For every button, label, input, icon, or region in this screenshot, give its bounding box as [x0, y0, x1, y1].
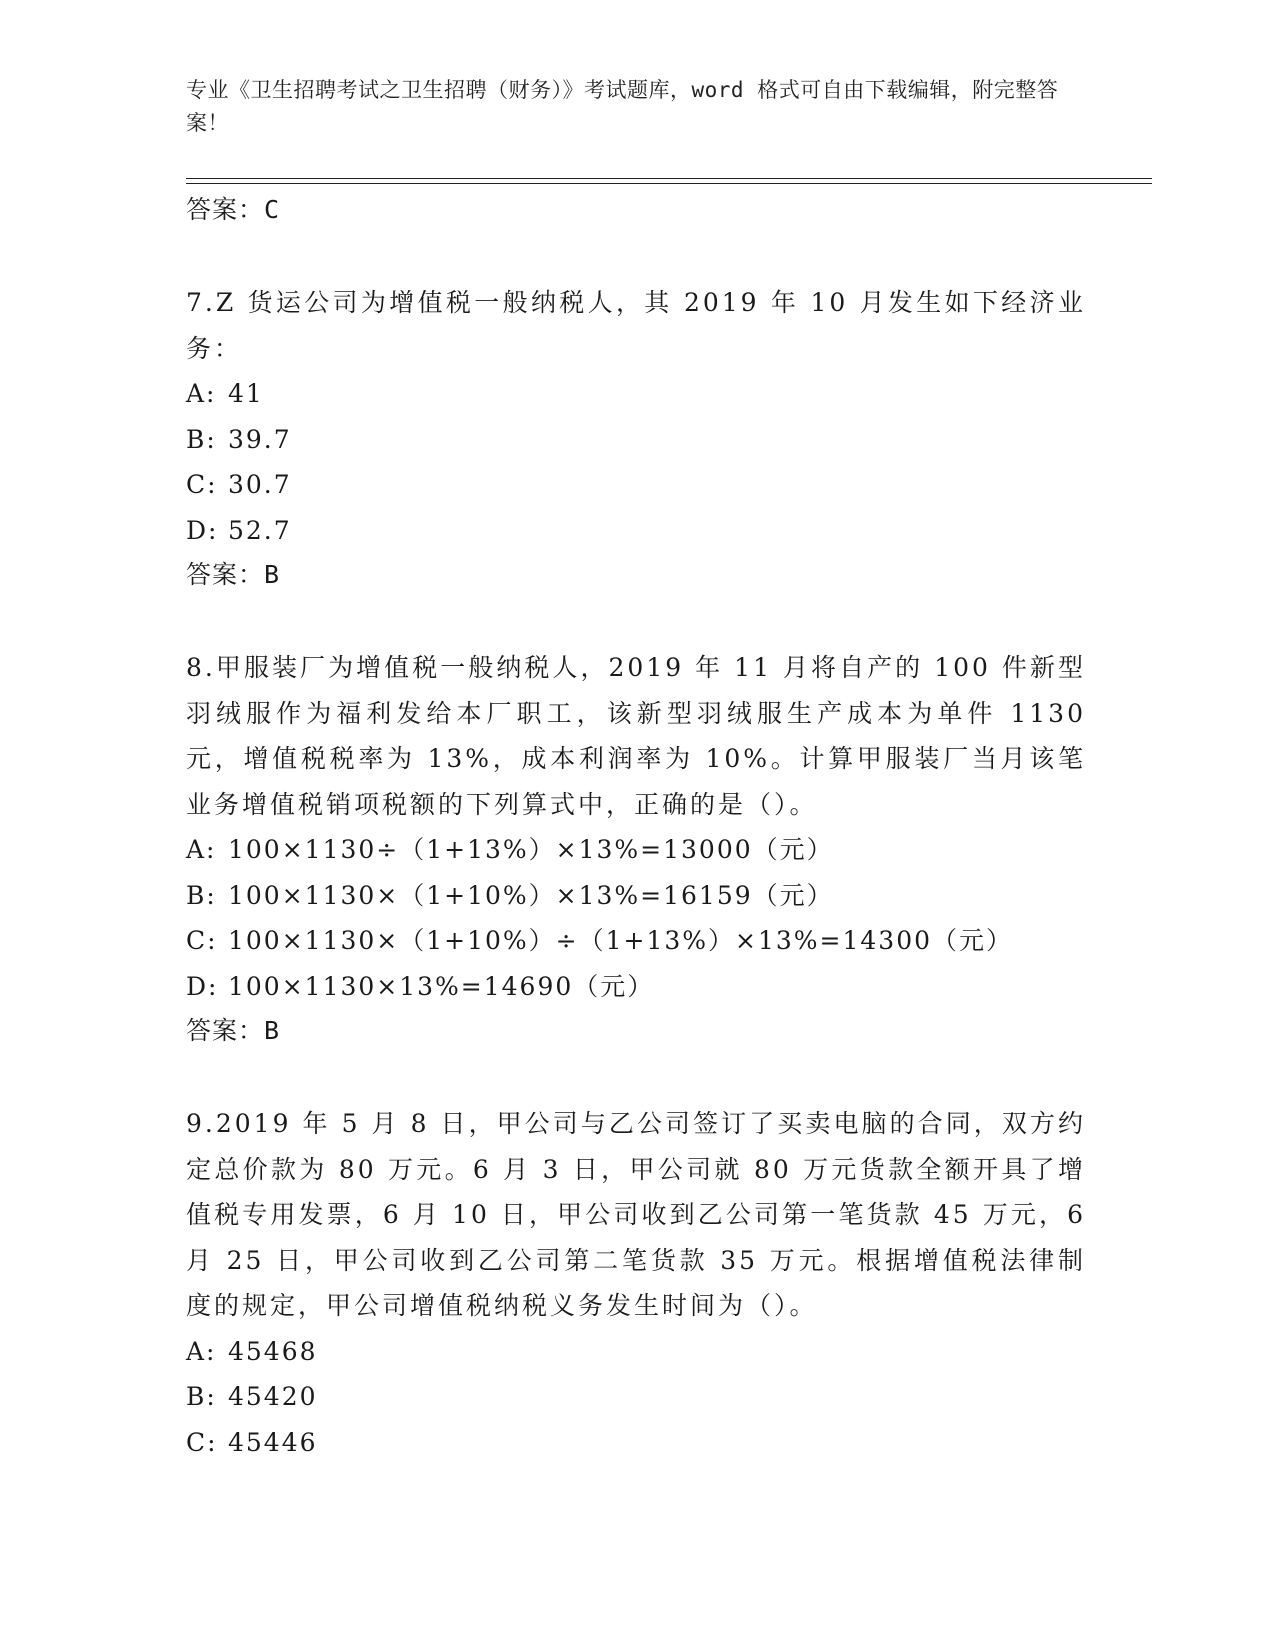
option-label: A: [186, 379, 217, 408]
option-label: B: [186, 1382, 217, 1411]
question-stem: 7.Z 货运公司为增值税一般纳税人，其 2019 年 10 月发生如下经济业务： [186, 288, 1086, 363]
option-c [186, 1420, 1086, 1466]
question-stem: 9.2019 年 5 月 8 日，甲公司与乙公司签订了买卖电脑的合同，双方约定总价款为 80 万元。6 月 3 日，甲公司就 80 万元货款全额开具了增值税专用发票，6 月 10 日，甲公司收到乙公司第一笔货款 45 万元，6 月 25 日，甲公司收到乙公司第二笔货款 35 万元。根据增值税法律制度的规定，甲公司增值税纳税义务发生时间为（）。 [186, 1109, 1086, 1320]
option-b [186, 873, 1086, 919]
option-label: C: [186, 926, 218, 955]
option-label: D: [186, 515, 219, 545]
option-text: 100×1130×（1+10%）÷（1+13%）×13%=14300（元） [228, 926, 1014, 955]
question-list [186, 188, 1086, 1465]
option-text: 100×1130×13%=14690（元） [228, 971, 655, 1001]
option-label: C: [186, 1427, 218, 1457]
option-a [186, 827, 1086, 873]
option-text: 52.7 [228, 515, 292, 545]
option-label: D: [186, 971, 219, 1001]
question-8 [186, 645, 1086, 1053]
option-c [186, 462, 1086, 508]
option-b [186, 1374, 1086, 1420]
option-a [186, 1329, 1086, 1375]
option-b [186, 417, 1086, 463]
option-text: 39.7 [228, 424, 292, 454]
option-text: 41 [228, 379, 264, 408]
option-label: B: [186, 424, 217, 454]
option-d [186, 964, 1086, 1010]
option-label: A: [186, 1336, 217, 1366]
option-text: 100×1130×（1+10%）×13%=16159（元） [228, 880, 834, 910]
header-divider [186, 178, 1152, 184]
option-label: C: [186, 470, 218, 499]
answer: 答案：B [186, 1016, 281, 1045]
option-c [186, 918, 1086, 964]
question-9 [186, 1101, 1086, 1465]
option-label: A: [186, 835, 217, 864]
option-text: 100×1130÷（1+13%）×13%=13000（元） [228, 835, 834, 864]
option-label: B: [186, 880, 217, 910]
option-a [186, 371, 1086, 417]
option-d [186, 508, 1086, 554]
option-text: 45446 [228, 1427, 318, 1457]
question-stem: 8.甲服装厂为增值税一般纳税人，2019 年 11 月将自产的 100 件新型羽绒服作为福利发给本厂职工，该新型羽绒服生产成本为单件 1130 元，增值税税率为 13%，成本利润率为 10%。计算甲服装厂当月该笔业务增值税销项税额的下列算式中，正确的是（）。 [186, 653, 1086, 819]
header-note: 专业《卫生招聘考试之卫生招聘（财务）》考试题库，word 格式可自由下载编辑，附完整答案！ [186, 78, 1059, 135]
option-text: 45420 [228, 1382, 318, 1411]
option-text: 30.7 [228, 470, 292, 499]
previous-answer: 答案：C [186, 195, 281, 224]
option-text: 45468 [228, 1336, 318, 1366]
answer: 答案：B [186, 560, 281, 589]
question-7 [186, 280, 1086, 597]
